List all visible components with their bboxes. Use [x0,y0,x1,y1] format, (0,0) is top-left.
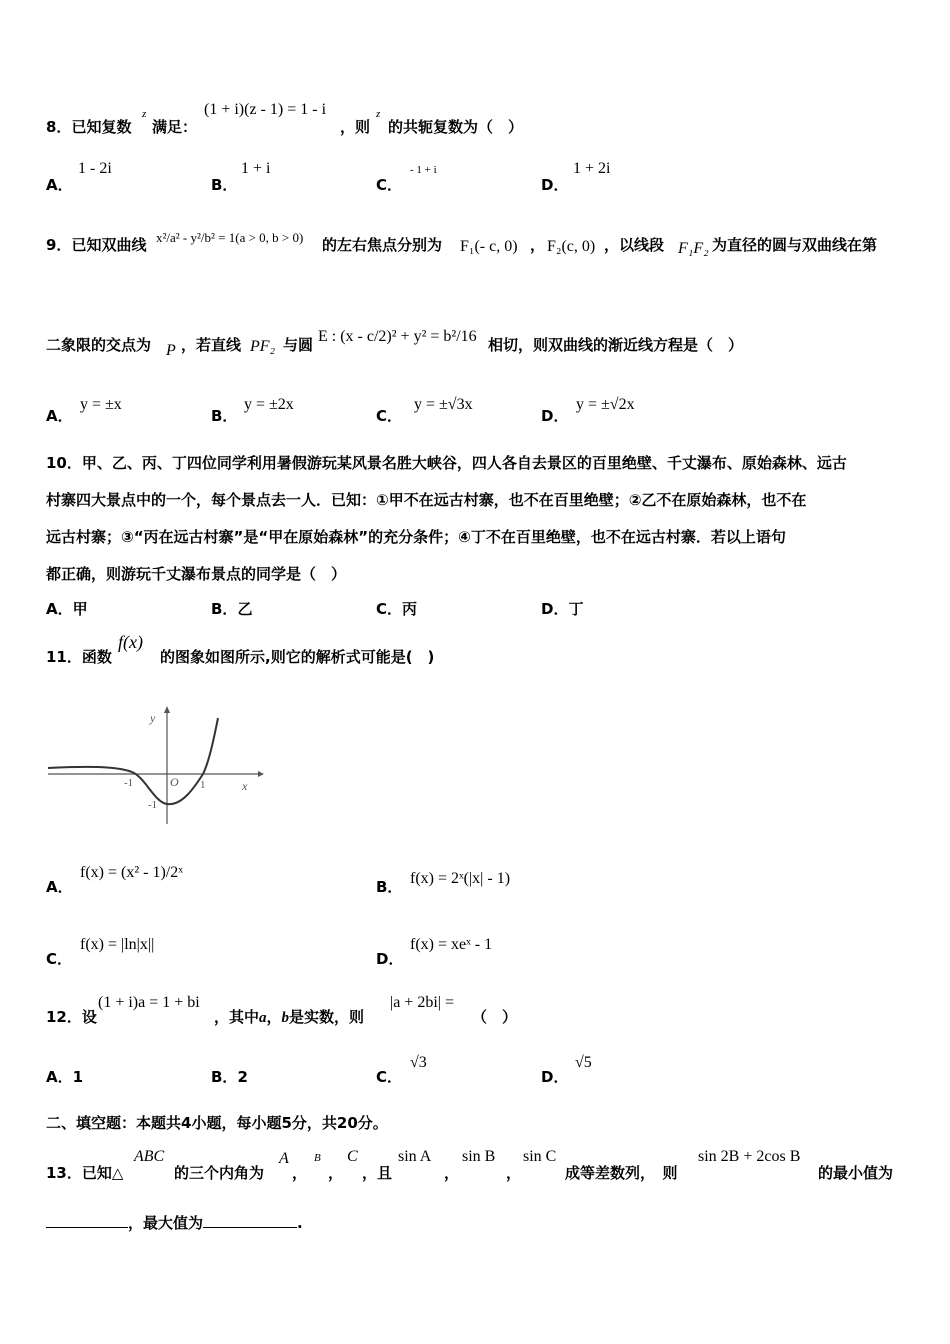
q13-stem: 13．已知△ [46,1164,124,1182]
q11-option-b-label[interactable]: B． [376,878,403,896]
q9-text2: ，以线段 [604,236,665,254]
q13-text4: 的最小值为 [818,1164,894,1182]
q13-sin-c: sin C [523,1148,557,1165]
q8-stem: 8．已知复数 [46,118,132,136]
q8-var-z: z [142,108,147,120]
q9-hyperbola: x²/a² - y²/b² = 1(a > 0, b > 0) [156,230,304,245]
q13-sep-4: ， [506,1164,522,1182]
q9-option-a-label[interactable]: A． [46,407,73,425]
q8-suffix1: ，则 [340,118,371,136]
q12-option-a[interactable]: A．1 [46,1068,84,1086]
q13-sep-1: ， [292,1164,308,1182]
y-axis-arrow-icon [164,706,170,713]
q11-option-d-label[interactable]: D． [376,950,404,968]
q8-option-c[interactable]: - 1 + i [410,164,437,176]
q10-line-2: 村寨四大景点中的一个，每个景点去一人．已知：①甲不在远古村寨，也不在百里绝壁；②乙不在原始森林，也不在 [46,491,807,509]
q8-equation: (1 + i)(z - 1) = 1 - i [204,101,327,118]
q8-option-b[interactable]: 1 + i [241,160,271,177]
graph-y-label: y [150,711,156,725]
q13-angle-b: B [314,1152,321,1164]
q9-text1: 的左右焦点分别为 [322,236,443,254]
q9-line2-b: ，若直线 [181,336,242,354]
q11-function-graph [46,704,266,828]
q10-line-3: 远古村寨；③“丙在远古村寨”是“甲在原始森林”的充分条件；④丁不在百里绝壁，也不在远古村寨．若以上语句 [46,528,786,546]
q9-option-a[interactable]: y = ±x [80,396,122,413]
q10-option-d[interactable]: D．丁 [541,600,584,618]
q13-angle-c: C [347,1148,358,1165]
q9-pf2: PF₂ [250,338,276,355]
graph-x-label: x [242,779,248,793]
q8-option-a-label[interactable]: A． [46,176,73,194]
q10-line-1: 10．甲、乙、丙、丁四位同学利用暑假游玩某风景名胜大峡谷，四人各自去景区的百里绝壁、千丈瀑布、原始森林、远古 [46,454,847,472]
q8-var-z2: z [376,108,381,120]
q9-circle: E : (x - c/2)² + y² = b²/16 [318,328,477,345]
q13-sep-2: ， [328,1164,344,1182]
q13-sep-3: ， [444,1164,460,1182]
q8-option-c-label[interactable]: C． [376,176,403,194]
q12-option-c[interactable]: √3 [410,1054,427,1071]
q11-option-c[interactable]: f(x) = |ln|x|| [80,936,155,953]
q9-f1: F₁(- c, 0) [460,238,518,255]
q13-sin-b: sin B [462,1148,496,1165]
q11-option-c-label[interactable]: C． [46,950,73,968]
q9-option-d-label[interactable]: D． [541,407,569,425]
q8-option-a[interactable]: 1 - 2i [78,160,112,177]
graph-origin-label: O [170,775,179,789]
q12-option-d[interactable]: √5 [575,1054,592,1071]
q13-expr: sin 2B + 2cos B [698,1148,801,1165]
q8-option-d-label[interactable]: D． [541,176,569,194]
q9-option-b[interactable]: y = ±2x [244,396,294,413]
q10-line-4: 都正确，则游玩千丈瀑布景点的同学是（ ） [46,565,347,583]
q12-option-c-label[interactable]: C． [376,1068,403,1086]
q8-suffix2: 的共轭复数为（ ） [388,118,524,136]
q9-option-c[interactable]: y = ±√3x [414,396,473,413]
q13-max-blank[interactable] [203,1215,297,1228]
q9-option-d[interactable]: y = ±√2x [576,396,635,413]
graph-neg-one-y-label: -1 [148,799,158,811]
q9-option-c-label[interactable]: C． [376,407,403,425]
q9-sep: ， [530,236,546,254]
q12-stem: 12．设 [46,1008,97,1026]
q12-expr: |a + 2bi| = [390,994,454,1011]
q11-suffix: 的图象如图所示,则它的解析式可能是( ) [160,648,435,666]
q13-text2: ，且 [362,1164,393,1182]
q13-sin-a: sin A [398,1148,432,1165]
q11-option-b[interactable]: f(x) = 2ˣ(|x| - 1) [410,870,511,887]
q11-option-a-label[interactable]: A． [46,878,73,896]
q8-option-d[interactable]: 1 + 2i [573,160,611,177]
q10-option-a[interactable]: A．甲 [46,600,88,618]
section-heading-fill-in: 二、填空题：本题共4小题，每小题5分，共20分。 [46,1114,388,1132]
graph-one-x-label: 1 [200,779,206,791]
q12-option-b[interactable]: B．2 [211,1068,248,1086]
q12-equation: (1 + i)a = 1 + bi [98,994,200,1011]
q13-text3: 成等差数列， 则 [565,1164,678,1182]
graph-neg-one-x-label: -1 [124,777,134,789]
q8-mid: 满足： [152,118,198,136]
function-curve [48,718,218,804]
q12-text1: ，其中a，b是实数，则 [214,1008,365,1026]
q9-stem: 9．已知双曲线 [46,236,147,254]
q9-option-b-label[interactable]: B． [211,407,238,425]
q11-fx: f(x) [118,632,143,652]
q13-abc: ABC [134,1148,165,1165]
q9-line2-c: 与圆 [283,336,314,354]
q11-option-d[interactable]: f(x) = xeˣ - 1 [410,936,493,953]
q13-text1: 的三个内角为 [174,1164,265,1182]
q10-option-c[interactable]: C．丙 [376,600,418,618]
q9-f1f2: F₁F₂ [678,240,709,257]
q9-line2-a: 二象限的交点为 [46,336,152,354]
q12-option-d-label[interactable]: D． [541,1068,569,1086]
q11-option-a[interactable]: f(x) = (x² - 1)/2ˣ [80,864,183,881]
q8-option-b-label[interactable]: B． [211,176,238,194]
q13-line2: ，最大值为 . [46,1212,303,1233]
q10-option-b[interactable]: B．乙 [211,600,253,618]
q9-f2: F₂(c, 0) [547,238,596,255]
q9-p: P [166,342,176,359]
q9-line2-d: 相切，则双曲线的渐近线方程是（ ） [488,336,744,354]
q11-stem: 11．函数 [46,648,112,666]
q13-min-blank[interactable] [46,1215,128,1228]
q13-angle-a: A [279,1150,289,1167]
q9-text3: 为直径的圆与双曲线在第 [712,236,878,254]
q12-suffix: （ ） [472,1008,518,1026]
x-axis-arrow-icon [258,771,264,777]
